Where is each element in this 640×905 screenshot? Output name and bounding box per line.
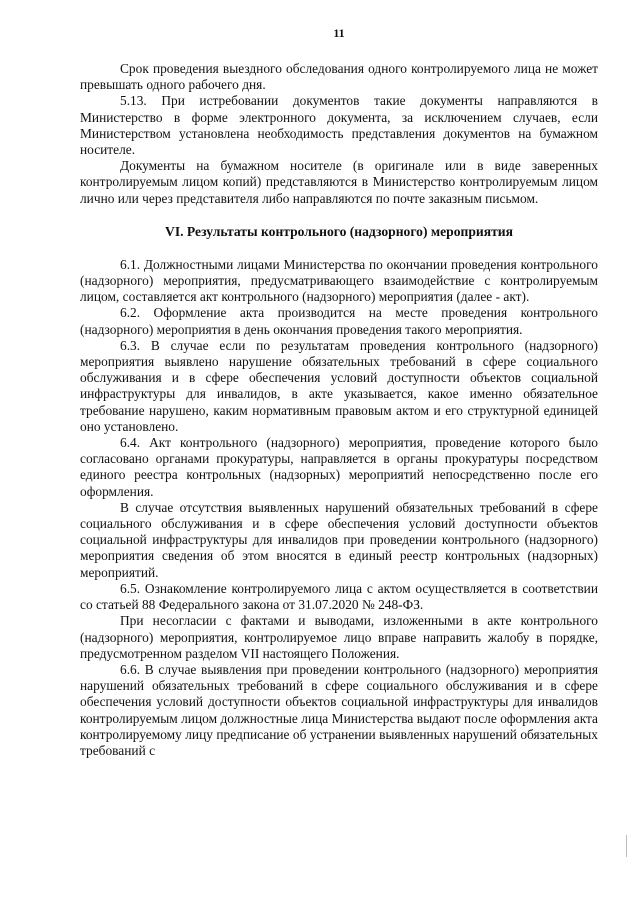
paragraph: Срок проведения выездного обследования одного контролируемого лица не может превышать одного рабочего дня. — [80, 61, 598, 93]
paragraph: 5.13. При истребовании документов такие документы направляются в Министерство в форме электронного документа, за исключением случаев, если Министерством установлена необходимость представления документов на бумажном носителе. — [80, 93, 598, 158]
top-paragraphs — [80, 61, 598, 207]
paragraph: 6.4. Акт контрольного (надзорного) мероприятия, проведение которого было согласовано органами прокуратуры, направляется в органы прокуратуры посредством единого реестра контрольных (надзорных) мероприятий непосредственно после его оформления. — [80, 435, 598, 499]
section-paragraphs — [80, 257, 598, 759]
paragraph: 6.5. Ознакомление контролируемого лица с актом осуществляется в соответствии со статьей 88 Федерального закона от 31.07.2020 № 248-ФЗ. — [80, 580, 598, 613]
paragraph: 6.1. Должностными лицами Министерства по окончании проведения контрольного (надзорного) мероприятия, предусматривающего взаимодействие с контролируемым лицом, составляется акт контрольного (надзорного) мероприятия (далее - акт). — [80, 256, 598, 305]
scan-edge-mark — [626, 835, 627, 857]
paragraph: В случае отсутствия выявленных нарушений обязательных требований в сфере социального обслуживания и в сфере обеспечения условий доступности объектов социальной инфраструктуры для инвалидов при проведении контрольного (надзорного) мероприятия сведения об этом вносятся в единый реестр контрольных (надзорных) мероприятий. — [80, 499, 598, 580]
paragraph: 6.3. В случае если по результатам проведения контрольного (надзорного) мероприятия выявлено нарушение обязательных требований в сфере социального обслуживания и в сфере обеспечения условий доступности объектов социальной инфраструктуры для инвалидов, в акте указывается, какое именно обязательное требование нарушено, каким нормативным правовым актом и его структурной единицей оно установлено. — [80, 337, 598, 434]
paragraph: 6.2. Оформление акта производится на месте проведения контрольного (надзорного) мероприятия в день окончания проведения такого мероприятия. — [80, 305, 598, 337]
section-heading: VI. Результаты контрольного (надзорного) мероприятия — [165, 223, 513, 239]
paragraph: Документы на бумажном носителе (в оригинале или в виде заверенных контролируемым лицом копий) представляются в Министерство контролируемым лицом лично или через представителя либо направляются по почте заказным письмом. — [80, 158, 598, 206]
paragraph: При несогласии с фактами и выводами, изложенными в акте контрольного (надзорного) мероприятия, контролируемое лицо вправе направить жалобу в порядке, предусмотренном разделом VII настоящего Положения. — [80, 613, 598, 661]
paragraph: 6.6. В случае выявления при проведении контрольного (надзорного) мероприятия нарушений обязательных требований в сфере социального обслуживания и в сфере обеспечения условий доступности объектов социальной инфраструктуры для инвалидов контролируемым лицом должностные лица Министерства выдают после оформления акта контролируемому лицу предписание об устранении выявленных нарушений обязательных требований с — [80, 661, 598, 758]
page-number: 11 — [333, 26, 345, 40]
